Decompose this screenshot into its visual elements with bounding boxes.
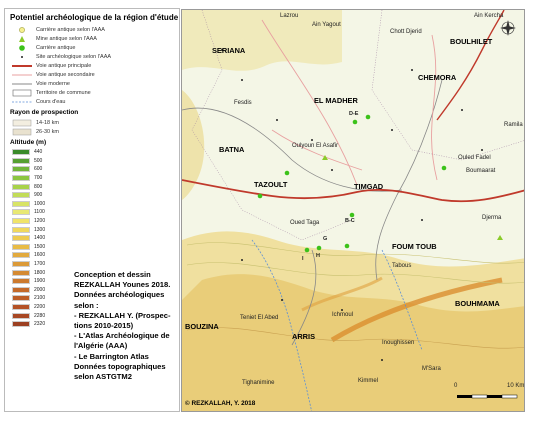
altitude-level (12, 165, 179, 174)
altitude-level (12, 243, 179, 252)
legend-item-label: Mine antique selon l'AAA (36, 35, 97, 42)
credits-line: tions 2010-2015) (74, 321, 134, 331)
place-label: Djerma (482, 215, 502, 221)
carriere-marker (317, 246, 322, 251)
site-letter: H (316, 253, 320, 259)
legend-item-label: Territoire de commune (36, 89, 91, 96)
legend-item (11, 52, 179, 61)
altitude-value: 1500 (34, 243, 46, 250)
radius-title: Rayon de prospection (10, 109, 79, 116)
site-dot (281, 299, 283, 301)
altitude-value: 1000 (34, 200, 46, 207)
legend-item-label: Site archéologique selon l'AAA (36, 53, 112, 60)
site-dot (461, 109, 463, 111)
altitude-value: 1900 (34, 278, 46, 285)
place-label: Tabous (392, 263, 412, 269)
place-label: BOULHILET (450, 37, 493, 46)
place-label: Inoughissen (382, 340, 415, 346)
place-label: Ramila (504, 122, 523, 128)
credits-line: Conception et dessin (74, 270, 151, 279)
altitude-swatch (12, 244, 30, 250)
place-label: Lazrou (280, 13, 299, 19)
place-label: TIMGAD (354, 182, 384, 191)
credits-line: selon ASTGTM2 (74, 372, 132, 382)
altitude-value: 2100 (34, 295, 46, 302)
altitude-swatch (12, 175, 30, 181)
map-area (181, 9, 525, 412)
altitude-level (12, 200, 179, 209)
altitude-level (12, 157, 179, 166)
altitude-swatch (12, 278, 30, 284)
altitude-value: 440 (34, 149, 43, 156)
altitude-value: 1600 (34, 252, 46, 259)
place-label: M'Sara (422, 366, 441, 372)
legend-item (11, 97, 179, 106)
carriere-marker (353, 120, 358, 125)
site-dot (411, 69, 413, 71)
legend-symbol-icon (11, 44, 33, 52)
place-label: SERIANA (212, 46, 246, 55)
legend-item (11, 79, 179, 88)
altitude-value: 1400 (34, 235, 46, 242)
altitude-value: 500 (34, 157, 43, 164)
place-label: Ouled Fadel (458, 155, 491, 161)
altitude-swatch (12, 158, 30, 164)
legend-symbol-icon (11, 89, 33, 97)
altitude-swatch (12, 184, 30, 190)
place-label: TAZOULT (254, 180, 288, 189)
credits-line: selon : (74, 300, 99, 310)
altitude-value: 2000 (34, 286, 46, 293)
place-label: Tighanimine (242, 380, 275, 386)
site-dot (241, 259, 243, 261)
place-label: BOUZINA (185, 322, 219, 331)
legend-item (11, 34, 179, 43)
site-letter: B-C (345, 218, 355, 224)
altitude-level (12, 260, 179, 269)
credits-line: REZKALLAH Younes 2018. (74, 280, 171, 290)
place-label: EL MADHER (314, 96, 358, 105)
altitude-value: 2200 (34, 303, 46, 310)
legend-symbol-icon (11, 35, 33, 43)
credits-line: - Le Barrington Atlas (74, 351, 149, 361)
place-label: BATNA (219, 145, 245, 154)
legend-item-label: Carrière antique (36, 44, 76, 51)
altitude-value: 600 (34, 166, 43, 173)
modern-road (182, 108, 402, 191)
altitude-level (12, 174, 179, 183)
altitude-swatch (12, 261, 30, 267)
altitude-value: 1800 (34, 269, 46, 276)
credits-line: Données topographiques (74, 361, 166, 371)
credits-line: - L'Atlas Archéologique de (74, 331, 170, 341)
radius-label: 14-18 km (36, 119, 59, 126)
credits-block (74, 270, 178, 382)
place-label: Fesdis (234, 100, 252, 106)
place-label: Kimmel (358, 378, 379, 384)
altitude-value: 1100 (34, 209, 45, 216)
radius-label: 26-30 km (36, 128, 59, 135)
site-dot (276, 119, 278, 121)
site-dot (421, 219, 423, 221)
radius-swatch-icon (11, 128, 33, 136)
altitude-value: 800 (34, 183, 43, 190)
radius-swatch-icon (11, 119, 33, 127)
site-dot (391, 129, 393, 131)
altitude-swatch (12, 227, 30, 233)
altitude-level (12, 191, 179, 200)
legend-symbol-icon (11, 80, 33, 88)
altitude-swatch (12, 166, 30, 172)
legend-item-label: Carrière antique selon l'AAA (36, 26, 105, 33)
altitude-swatch (12, 149, 30, 155)
copyright: © REZKALLAH, Y. 2018 (185, 400, 256, 407)
legend-symbol-icon (11, 71, 33, 79)
place-label: Oulyoun El Asafir (292, 143, 339, 149)
altitude-swatch (12, 295, 30, 301)
altitude-swatch (12, 201, 30, 207)
place-label: CHEMORA (418, 73, 457, 82)
place-label: Chott Djerid (390, 29, 422, 35)
altitude-swatch (12, 209, 30, 215)
map-canvas (182, 10, 525, 412)
place-label: BOUHMAMA (455, 299, 500, 308)
site-letter: D-E (349, 111, 359, 117)
altitude-swatch (12, 304, 30, 310)
place-label: Boumaarat (466, 168, 496, 174)
altitude-value: 1700 (34, 261, 46, 268)
site-dot (241, 79, 243, 81)
north-arrow (500, 20, 516, 36)
carriere-marker (442, 166, 447, 171)
radius-items (5, 118, 179, 136)
site-letter: G (323, 236, 328, 242)
legend-symbol-icon (11, 98, 33, 106)
altitude-level (12, 251, 179, 260)
place-label: Ain Kercha (474, 13, 504, 19)
place-label: FOUM TOUB (392, 242, 437, 251)
carriere-marker (350, 213, 355, 218)
altitude-swatch (12, 218, 30, 224)
legend-item-label: Voie antique secondaire (36, 71, 95, 78)
legend-item-label: Cours d'eau (36, 98, 66, 105)
legend-item-label: Voie antique principale (36, 62, 92, 69)
main-antique-road (437, 10, 504, 120)
scale-end: 10 Km (507, 383, 525, 389)
scale-start: 0 (454, 383, 458, 389)
place-label: Ichmoul (332, 312, 354, 318)
credits-line: Données archéologiques (74, 290, 165, 300)
altitude-swatch (12, 321, 30, 327)
site-dot (481, 149, 483, 151)
altitude-level (12, 182, 179, 191)
altitude-value: 900 (34, 192, 43, 199)
legend-item (11, 70, 179, 79)
site-dot (341, 309, 343, 311)
altitude-value: 2280 (34, 312, 46, 319)
carriere-marker (345, 244, 350, 249)
carriere-marker (285, 171, 290, 176)
radius-item (11, 127, 179, 136)
legend-item (11, 61, 179, 70)
radius-item (11, 118, 179, 127)
legend-symbol-icon (11, 53, 33, 61)
altitude-value: 1200 (34, 218, 46, 225)
altitude-swatch (12, 252, 30, 258)
altitude-level (12, 217, 179, 226)
legend-item (11, 43, 179, 52)
altitude-value: 2320 (34, 321, 46, 328)
altitude-swatch (12, 235, 30, 241)
carriere-marker (258, 194, 263, 199)
mine-marker (497, 235, 503, 240)
carriere-marker (366, 115, 371, 120)
altitude-swatch (12, 192, 30, 198)
place-label: Teniet El Abed (240, 315, 279, 321)
legend-symbol-icon (11, 26, 33, 34)
place-label: ARRIS (292, 332, 315, 341)
legend-items (5, 25, 179, 106)
carriere-marker (305, 248, 310, 253)
altitude-swatch (12, 313, 30, 319)
altitude-swatch (12, 270, 30, 276)
altitude-swatch (12, 287, 30, 293)
altitude-value: 700 (34, 175, 43, 182)
legend-item (11, 25, 179, 34)
legend-item-label: Voie moderne (36, 80, 70, 87)
legend-item (11, 88, 179, 97)
altitude-value: 1300 (34, 226, 46, 233)
site-letter: I (302, 256, 304, 262)
credits-line: - REZKALLAH Y. (Prospec- (74, 310, 171, 320)
place-label: Oued Taga (290, 220, 320, 226)
hills-north (182, 10, 342, 71)
altitude-level (12, 208, 179, 217)
site-dot (331, 169, 333, 171)
legend-title: Potentiel archéologique de la région d'étude (10, 13, 179, 22)
site-dot (311, 139, 313, 141)
altitude-level (12, 148, 179, 157)
scale-bar (457, 395, 517, 398)
altitude-title: Altitude (m) (10, 139, 47, 146)
site-dot (381, 359, 383, 361)
altitude-level (12, 234, 179, 243)
legend-symbol-icon (11, 62, 33, 70)
place-label: Ain Yagout (312, 22, 341, 28)
altitude-level (12, 225, 179, 234)
credits-line: l'Algérie (AAA) (74, 341, 128, 351)
